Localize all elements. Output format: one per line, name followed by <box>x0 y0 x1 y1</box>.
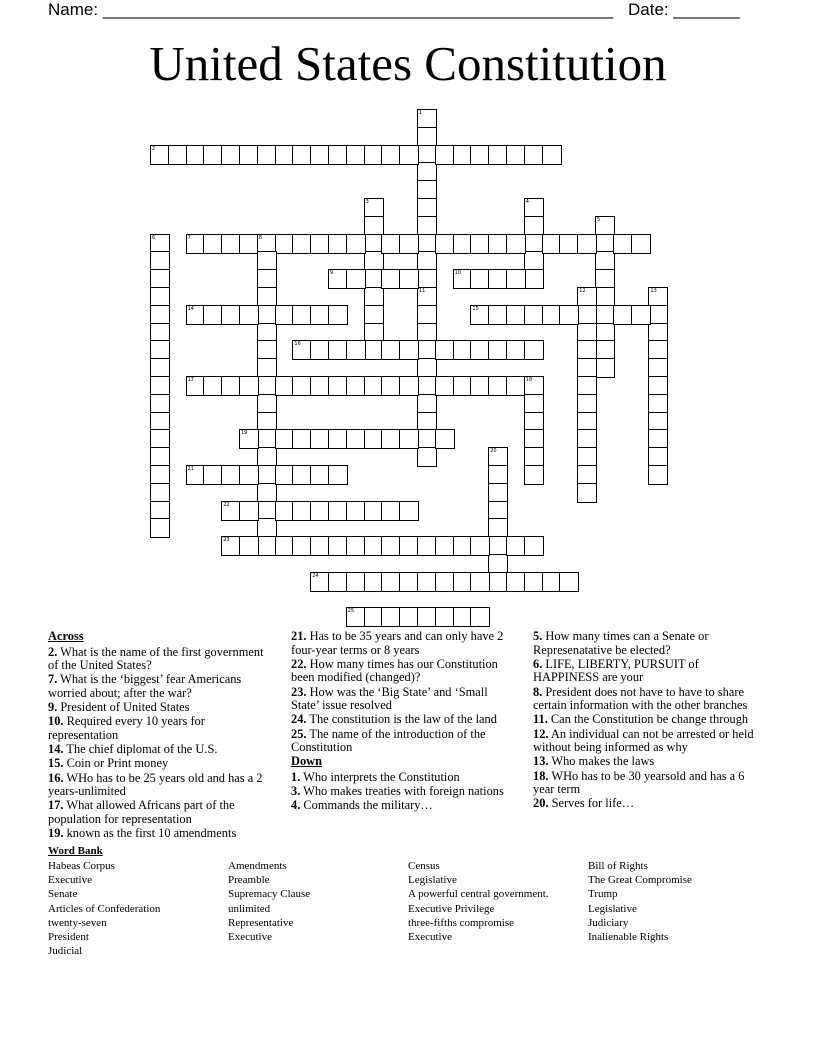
word-bank-item: Bill of Rights <box>588 860 648 872</box>
grid-cell[interactable] <box>150 518 170 538</box>
clue-item <box>291 785 516 799</box>
clue-number-label: 7 <box>187 234 191 241</box>
clue-number-label: 2 <box>152 145 156 152</box>
clue-number: 19. <box>48 826 64 841</box>
word-bank-item: Legislative <box>588 902 637 915</box>
clue-number-label: 21 <box>187 466 194 472</box>
word-bank-item: unlimited <box>228 902 271 915</box>
clue-text: WHo has to be 25 years old and has a 2 years-unlimited <box>48 770 263 799</box>
clue-number-label: 22 <box>223 501 230 508</box>
clue-item <box>533 658 758 685</box>
word-bank-item: three-fifths compromise <box>408 916 514 929</box>
clue-number: 14. <box>48 742 64 757</box>
clue-number: 7. <box>48 672 58 687</box>
clue-item <box>48 673 273 700</box>
word-bank-item: Senate <box>48 888 78 901</box>
clue-text: President of United States <box>60 700 190 715</box>
clue-item <box>291 771 516 785</box>
page-title: United States Constitution <box>149 36 667 91</box>
clue-text: Serves for life… <box>551 796 635 811</box>
across-clue-list-1 <box>48 646 273 841</box>
clue-number-label: 5 <box>597 216 601 223</box>
clue-number: 10. <box>48 714 64 729</box>
clue-number: 5. <box>533 629 543 643</box>
clue-number-label: 4 <box>525 199 529 205</box>
clue-item <box>291 728 516 755</box>
clue-number-label: 9 <box>330 270 334 277</box>
grid-cell[interactable] <box>239 305 259 325</box>
clue-number-label: 16 <box>294 341 301 348</box>
grid-cell[interactable] <box>328 465 348 485</box>
clue-item <box>291 630 516 657</box>
clues-column-3 <box>533 630 758 811</box>
grid-cell[interactable] <box>399 269 419 289</box>
down-clue-list-1 <box>291 771 516 813</box>
clue-text: An individual can not be arrested or held without being informed as why <box>533 726 754 755</box>
clue-number: 1. <box>291 769 301 784</box>
grid-cell[interactable] <box>346 234 366 254</box>
clue-number: 24. <box>291 712 307 727</box>
clue-number-label: 14 <box>187 305 194 312</box>
grid-cell[interactable] <box>506 269 526 289</box>
word-bank-title: Word Bank <box>48 845 103 857</box>
word-bank-column-1 <box>48 859 160 958</box>
clue-item <box>291 713 516 727</box>
grid-cell[interactable] <box>399 340 419 360</box>
grid-cell[interactable] <box>399 234 419 254</box>
grid-cell[interactable] <box>435 429 455 449</box>
clue-item <box>533 686 758 713</box>
word-bank-item: President <box>48 931 89 944</box>
clue-item <box>48 799 273 826</box>
clue-text: Who makes treaties with foreign nations <box>303 784 504 799</box>
grid-cell[interactable] <box>346 340 366 360</box>
clue-text: WHo has to be 30 yearsold and has a 6 year term <box>533 768 745 797</box>
clue-text: How many times has our Constitution been modified (changed)? <box>291 656 498 685</box>
grid-cell[interactable] <box>506 234 526 254</box>
clue-text: known as the first 10 amendments <box>66 826 237 841</box>
clue-item <box>291 686 516 713</box>
clue-text: Has to be 35 years and can only have 2 four-year terms or 8 years <box>291 629 504 657</box>
clue-number: 2. <box>48 644 58 659</box>
clue-number: 15. <box>48 756 64 771</box>
grid-cell[interactable] <box>631 234 651 254</box>
grid-cell[interactable] <box>524 269 544 289</box>
grid-cell[interactable] <box>595 358 615 378</box>
across-heading: Across <box>48 629 84 643</box>
word-bank-item: Amendments <box>228 860 287 872</box>
clue-text: The name of the introduction of the Constitution <box>291 726 486 755</box>
clue-number-label: 11 <box>419 288 426 294</box>
clue-number-label: 6 <box>152 234 156 241</box>
grid-cell[interactable] <box>559 572 579 592</box>
clue-number: 3. <box>291 784 301 799</box>
clue-number-label: 17 <box>187 377 194 383</box>
clue-number: 23. <box>291 684 307 699</box>
clue-number: 9. <box>48 700 58 715</box>
word-bank-item: Executive Privilege <box>408 902 495 915</box>
clue-item <box>291 799 516 813</box>
clue-number: 13. <box>533 754 549 769</box>
clue-item <box>48 701 273 715</box>
clue-text: What is the ‘biggest’ fear Americans worried about; after the war? <box>48 672 242 700</box>
clue-number: 17. <box>48 798 64 813</box>
clue-number-label: 12 <box>579 288 586 294</box>
clue-item <box>533 797 758 811</box>
word-bank-item: The Great Compromise <box>588 874 692 887</box>
clue-number: 20. <box>533 796 549 811</box>
grid-cell[interactable] <box>524 465 544 485</box>
clue-number-label: 19 <box>241 430 248 437</box>
word-bank-item: Supremacy Clause <box>228 888 311 901</box>
grid-cell[interactable] <box>346 269 366 289</box>
word-bank-item: Inalienable Rights <box>588 931 669 944</box>
across-clue-list-2 <box>291 630 516 755</box>
clue-text: The chief diplomat of the U.S. <box>66 742 218 757</box>
clue-item <box>48 757 273 771</box>
name-line: Name: ______________________________________________________ <box>48 0 614 19</box>
grid-cell[interactable] <box>399 376 419 396</box>
clue-text: What is the name of the first government of the United States? <box>48 644 264 673</box>
clue-item <box>533 713 758 727</box>
clue-item <box>48 743 273 757</box>
word-bank-item: Habeas Corpus <box>48 860 115 872</box>
grid-cell[interactable] <box>417 447 437 467</box>
clue-text: How many times can a Senate or Represenatative be elected? <box>533 629 709 657</box>
clue-text: The constitution is the law of the land <box>309 712 497 727</box>
clue-number-label: 18 <box>525 377 533 383</box>
clues-column-2 <box>291 630 516 813</box>
clue-item <box>48 715 273 742</box>
down-heading: Down <box>291 754 322 769</box>
grid-cell[interactable] <box>399 429 419 449</box>
clue-item <box>291 658 516 685</box>
word-bank-item: twenty-seven <box>48 916 107 929</box>
down-clue-list-2 <box>533 630 758 811</box>
clue-number-label: 13 <box>650 288 657 294</box>
clue-number-label: 23 <box>223 537 230 544</box>
word-bank-item: Census <box>408 860 440 872</box>
word-bank-item: Judicial <box>48 945 83 958</box>
clue-number-label: 25 <box>347 608 355 615</box>
clue-text: Can the Constitution be change through <box>550 712 749 727</box>
grid-cell[interactable] <box>524 536 544 556</box>
clue-number-label: 8 <box>258 234 262 241</box>
grid-cell[interactable] <box>239 376 259 396</box>
clue-number: 16. <box>48 770 64 785</box>
word-bank-item: A powerful central government. <box>408 888 549 901</box>
clue-item <box>533 755 758 769</box>
date-line: Date: _______ <box>628 0 740 19</box>
clue-item <box>533 728 758 755</box>
grid-cell[interactable] <box>399 501 419 521</box>
word-bank-item: Executive <box>228 931 272 944</box>
grid-cell[interactable] <box>470 607 490 627</box>
grid-cell[interactable] <box>239 536 259 556</box>
clue-number: 22. <box>291 656 307 671</box>
grid-cell[interactable] <box>631 305 651 325</box>
clue-number-label: 24 <box>312 572 319 579</box>
clue-item <box>48 646 273 673</box>
clues-column-1 <box>48 630 273 841</box>
grid-cell[interactable] <box>577 234 597 254</box>
clue-text: LIFE, LIBERTY, PURSUIT of HAPPINESS are your <box>533 656 699 685</box>
clue-number: 8. <box>533 684 543 699</box>
word-bank-item: Preamble <box>228 874 270 887</box>
word-bank-item: Representative <box>228 916 294 929</box>
grid-cell[interactable] <box>559 305 579 325</box>
clue-text: Required every 10 years for representation <box>48 714 205 742</box>
grid-cell[interactable] <box>648 465 668 485</box>
word-bank-column-2 <box>228 859 310 944</box>
word-bank-item: Trump <box>588 888 618 901</box>
clue-item <box>48 772 273 799</box>
grid-cell[interactable] <box>470 536 490 556</box>
clue-text: What allowed Africans part of the population for representation <box>48 798 235 826</box>
clue-number-label: 3 <box>365 199 369 205</box>
clue-number-label: 20 <box>490 448 497 455</box>
word-bank-item: Judiciary <box>588 916 629 929</box>
clue-item <box>533 770 758 797</box>
clue-text: Who interprets the Constitution <box>303 769 460 784</box>
clue-text: Coin or Print money <box>66 756 169 771</box>
clue-number-label: 1 <box>419 110 423 116</box>
word-bank-item: Executive <box>48 874 92 887</box>
word-bank-column-4 <box>588 859 692 944</box>
clue-text: How was the ‘Big State’ and ‘Small State’ issue resolved <box>291 684 488 713</box>
clue-number-label: 15 <box>472 305 479 312</box>
clue-number: 12. <box>533 726 549 741</box>
grid-cell[interactable] <box>399 145 419 165</box>
clue-number: 4. <box>291 798 301 813</box>
grid-cell[interactable] <box>542 145 562 165</box>
word-bank-item: Legislative <box>408 874 457 887</box>
clue-text: Commands the military… <box>303 798 433 813</box>
word-bank-column-3 <box>408 859 549 944</box>
word-bank-item: Executive <box>408 931 452 944</box>
grid-cell[interactable] <box>328 305 348 325</box>
word-bank-item: Articles of Confederation <box>48 902 161 915</box>
clue-number: 25. <box>291 726 307 741</box>
clue-number: 6. <box>533 656 543 671</box>
clue-text: President does not have to have to share certain information with the other branches <box>533 684 748 713</box>
grid-cell[interactable] <box>577 483 597 503</box>
grid-cell[interactable] <box>239 501 259 521</box>
clue-number-label: 10 <box>454 270 461 277</box>
clue-number: 11. <box>533 712 548 727</box>
grid-cell[interactable] <box>470 572 490 592</box>
grid-cell[interactable] <box>524 340 544 360</box>
clue-item <box>48 827 273 841</box>
clue-number: 18. <box>533 768 549 783</box>
clue-item <box>533 630 758 657</box>
grid-cell[interactable] <box>239 465 259 485</box>
clue-number: 21. <box>291 629 307 643</box>
clue-text: Who makes the laws <box>551 754 655 769</box>
